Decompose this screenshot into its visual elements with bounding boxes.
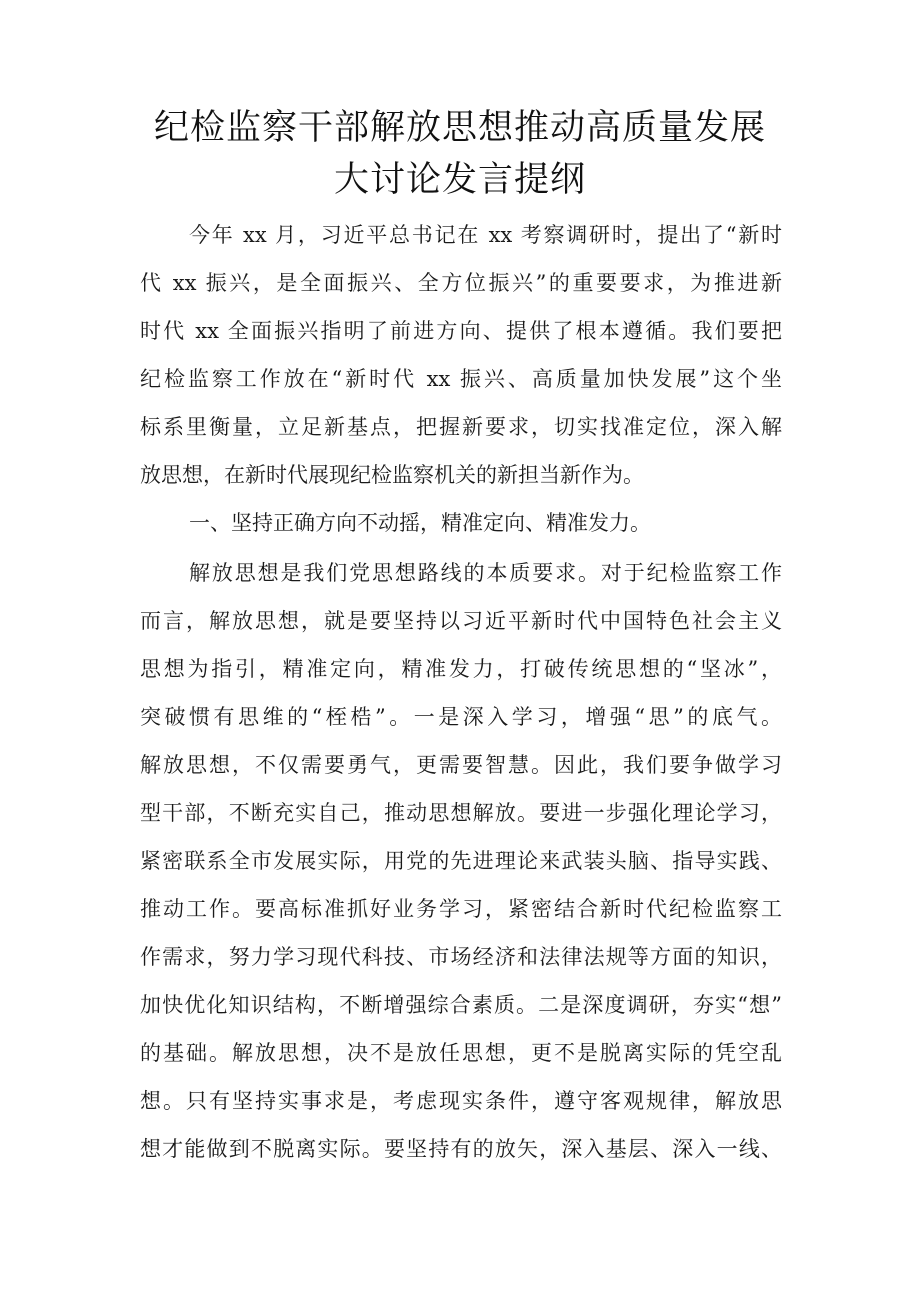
paragraph-line: 突破惯有思维的“桎梏”。一是深入学习，增强“思”的底气。	[140, 705, 782, 729]
paragraph-line: 思想为指引，精准定向，精准发力，打破传统思想的“坚冰”，	[140, 657, 782, 681]
section-heading: 一、坚持正确方向不动摇，精准定向、精准发力。	[189, 511, 651, 535]
paragraph-line: 的基础。解放思想，决不是放任思想，更不是脱离实际的凭空乱	[140, 1041, 782, 1065]
paragraph-line: 今年 xx 月，习近平总书记在 xx 考察调研时，提出了“新时	[189, 223, 782, 247]
paragraph-line: 代 xx 振兴，是全面振兴、全方位振兴”的重要要求，为推进新	[140, 271, 782, 295]
paragraph-line: 标系里衡量，立足新基点，把握新要求，切实找准定位，深入解	[140, 415, 782, 439]
paragraph-line: 时代 xx 全面振兴指明了前进方向、提供了根本遵循。我们要把	[140, 319, 782, 343]
paragraph-line: 纪检监察工作放在“新时代 xx 振兴、高质量加快发展”这个坐	[140, 367, 782, 391]
paragraph-line: 型干部，不断充实自己，推动思想解放。要进一步强化理论学习，	[140, 801, 782, 825]
paragraph-line: 推动工作。要高标准抓好业务学习，紧密结合新时代纪检监察工	[140, 897, 782, 921]
paragraph-line: 放思想，在新时代展现纪检监察机关的新担当新作为。	[140, 463, 644, 487]
paragraph-line: 想才能做到不脱离实际。要坚持有的放矢，深入基层、深入一线、	[140, 1137, 782, 1161]
paragraph-line: 紧密联系全市发展实际，用党的先进理论来武装头脑、指导实践、	[140, 849, 782, 873]
document-title-line-2: 大讨论发言提纲	[333, 160, 586, 200]
document-title-line-1: 纪检监察干部解放思想推动高质量发展	[153, 108, 766, 148]
paragraph-line: 而言，解放思想，就是要坚持以习近平新时代中国特色社会主义	[140, 609, 782, 633]
paragraph-line: 作需求，努力学习现代科技、市场经济和法律法规等方面的知识，	[140, 945, 782, 969]
paragraph-line: 解放思想，不仅需要勇气，更需要智慧。因此，我们要争做学习	[140, 753, 782, 777]
paragraph-line: 加快优化知识结构，不断增强综合素质。二是深度调研，夯实“想”	[140, 993, 782, 1017]
paragraph-line: 想。只有坚持实事求是，考虑现实条件，遵守客观规律，解放思	[140, 1089, 782, 1113]
paragraph-line: 解放思想是我们党思想路线的本质要求。对于纪检监察工作	[189, 561, 782, 585]
